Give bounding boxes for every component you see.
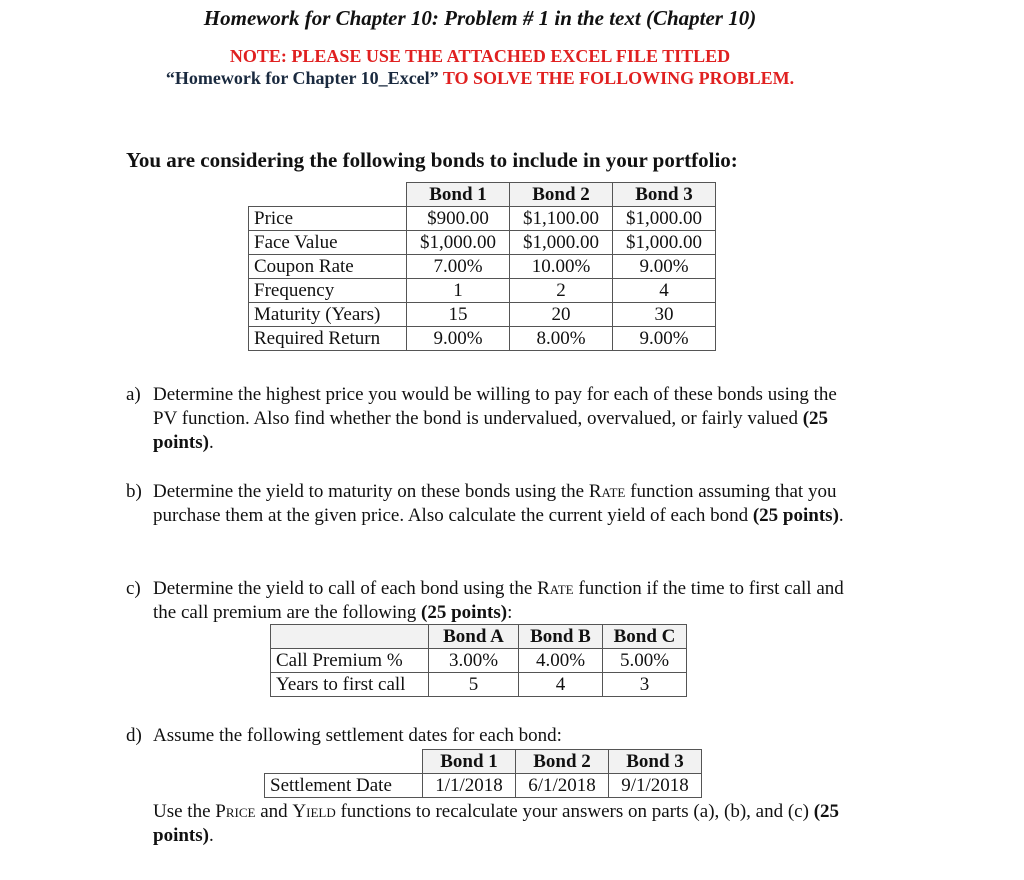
note-line-1: NOTE: PLEASE USE THE ATTACHED EXCEL FILE TITLED bbox=[229, 46, 731, 66]
question-c-text-2: function if the time to first call and the call premium are the following bbox=[153, 578, 844, 623]
table-row bbox=[265, 774, 702, 798]
table-cell: 3.00% bbox=[429, 649, 519, 673]
question-d-text-2c: functions to recalculate your answers on parts (a), (b), and (c) bbox=[335, 801, 814, 822]
table-cell: 1 bbox=[407, 279, 510, 303]
bonds-table-corner bbox=[249, 183, 407, 207]
row-label: Required Return bbox=[249, 327, 407, 351]
table-cell: $1,000.00 bbox=[407, 231, 510, 255]
table-row bbox=[249, 303, 716, 327]
question-b bbox=[126, 480, 846, 528]
question-marker: c) bbox=[126, 578, 141, 599]
row-label: Price bbox=[249, 207, 407, 231]
intro-text: You are considering the following bonds to include in your portfolio: bbox=[126, 148, 738, 172]
question-marker: d) bbox=[126, 725, 142, 746]
call-col-header: Bond C bbox=[603, 625, 687, 649]
call-table bbox=[270, 624, 687, 697]
table-cell: 9.00% bbox=[613, 327, 716, 351]
bonds-col-header: Bond 3 bbox=[613, 183, 716, 207]
question-b-text-2: function assuming that you purchase them at the given price. Also calculate the current yield of each bond bbox=[153, 481, 837, 526]
question-d-end: . bbox=[208, 825, 214, 846]
table-row bbox=[249, 255, 716, 279]
table-cell: 10.00% bbox=[510, 255, 613, 279]
table-cell: $1,000.00 bbox=[510, 231, 613, 255]
question-c bbox=[126, 577, 846, 625]
table-cell: 9.00% bbox=[613, 255, 716, 279]
bonds-table bbox=[248, 182, 716, 351]
question-d-text: Assume the following settlement dates for each bond: bbox=[153, 725, 562, 746]
row-label: Coupon Rate bbox=[249, 255, 407, 279]
table-row bbox=[249, 279, 716, 303]
table-cell: 1/1/2018 bbox=[423, 774, 516, 798]
question-a-end: . bbox=[208, 432, 214, 453]
question-d-continued bbox=[153, 800, 853, 848]
table-cell: 4 bbox=[613, 279, 716, 303]
row-label: Years to first call bbox=[271, 673, 429, 697]
question-d-points: (25 points) bbox=[153, 801, 840, 846]
table-cell: 7.00% bbox=[407, 255, 510, 279]
table-cell: $1,000.00 bbox=[613, 207, 716, 231]
question-marker: a) bbox=[126, 384, 141, 405]
rate-function-name: Rate bbox=[537, 578, 574, 599]
question-a-points: (25 points) bbox=[153, 408, 829, 453]
table-cell: 3 bbox=[603, 673, 687, 697]
question-c-points: (25 points) bbox=[421, 602, 508, 623]
table-cell: 20 bbox=[510, 303, 613, 327]
document-title: Homework for Chapter 10: Problem # 1 in the text (Chapter 10) bbox=[203, 6, 757, 30]
table-row bbox=[249, 231, 716, 255]
call-col-header: Bond A bbox=[429, 625, 519, 649]
question-d-text-2a: Use the bbox=[153, 801, 216, 822]
settlement-table bbox=[264, 749, 702, 798]
row-label: Maturity (Years) bbox=[249, 303, 407, 327]
call-table-corner bbox=[271, 625, 429, 649]
table-cell: $1,000.00 bbox=[613, 231, 716, 255]
yield-function-name: Yield bbox=[292, 801, 336, 822]
question-marker: b) bbox=[126, 481, 142, 502]
table-cell: 4 bbox=[519, 673, 603, 697]
question-b-points: (25 points) bbox=[752, 505, 839, 526]
table-cell: 9/1/2018 bbox=[609, 774, 702, 798]
question-a bbox=[126, 383, 846, 455]
table-cell: 15 bbox=[407, 303, 510, 327]
row-label: Settlement Date bbox=[265, 774, 423, 798]
note-line-2-rest: TO SOLVE THE FOLLOWING PROBLEM. bbox=[438, 68, 795, 88]
bonds-col-header: Bond 1 bbox=[407, 183, 510, 207]
question-d-text-2b: and bbox=[255, 801, 293, 822]
question-c-text-1: Determine the yield to call of each bond using the bbox=[153, 578, 538, 599]
table-cell: 6/1/2018 bbox=[516, 774, 609, 798]
note-line-2 bbox=[0, 68, 960, 89]
settlement-col-header: Bond 1 bbox=[423, 750, 516, 774]
row-label: Frequency bbox=[249, 279, 407, 303]
table-row bbox=[249, 207, 716, 231]
table-cell: 9.00% bbox=[407, 327, 510, 351]
question-b-end: . bbox=[838, 505, 844, 526]
call-col-header: Bond B bbox=[519, 625, 603, 649]
note-file-name: “Homework for Chapter 10_Excel” bbox=[165, 68, 439, 88]
table-cell: $1,100.00 bbox=[510, 207, 613, 231]
question-b-text-1: Determine the yield to maturity on these bonds using the bbox=[153, 481, 589, 502]
question-c-end: : bbox=[507, 602, 513, 623]
table-cell: 5 bbox=[429, 673, 519, 697]
table-row bbox=[249, 327, 716, 351]
settlement-table-corner bbox=[265, 750, 423, 774]
row-label: Call Premium % bbox=[271, 649, 429, 673]
table-row bbox=[271, 673, 687, 697]
settlement-col-header: Bond 2 bbox=[516, 750, 609, 774]
table-cell: 2 bbox=[510, 279, 613, 303]
question-d bbox=[126, 724, 846, 748]
table-cell: $900.00 bbox=[407, 207, 510, 231]
question-a-text: Determine the highest price you would be willing to pay for each of these bonds using the PV function. Also find whether the bond is undervalued, overvalued, or fairly valued bbox=[153, 384, 837, 429]
table-cell: 8.00% bbox=[510, 327, 613, 351]
table-cell: 5.00% bbox=[603, 649, 687, 673]
bonds-col-header: Bond 2 bbox=[510, 183, 613, 207]
price-function-name: Price bbox=[215, 801, 256, 822]
table-cell: 4.00% bbox=[519, 649, 603, 673]
rate-function-name: Rate bbox=[588, 481, 626, 502]
table-row bbox=[271, 649, 687, 673]
row-label: Face Value bbox=[249, 231, 407, 255]
table-cell: 30 bbox=[613, 303, 716, 327]
settlement-col-header: Bond 3 bbox=[609, 750, 702, 774]
